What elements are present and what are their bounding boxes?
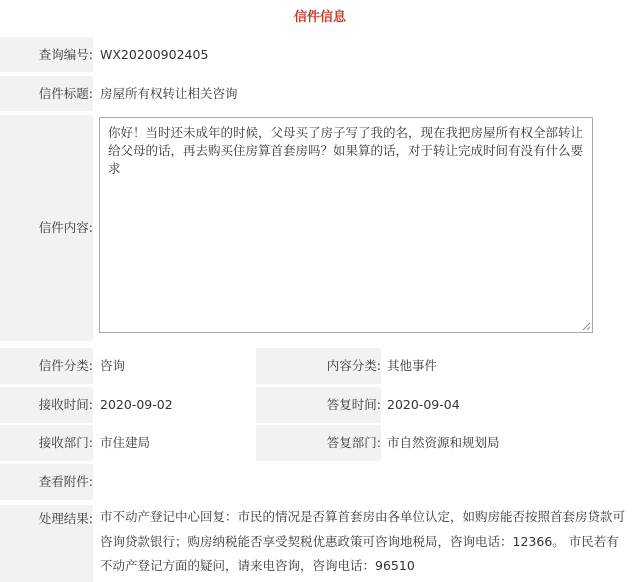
page-title: 信件信息 xyxy=(293,10,346,25)
query-no-row xyxy=(0,37,640,72)
content-textarea[interactable] xyxy=(99,117,593,333)
subject-value: 房屋所有权转让相关咨询 xyxy=(100,86,238,101)
content-category-label: 内容分类: xyxy=(256,348,381,384)
subject-row xyxy=(0,76,640,111)
category-label: 信件分类: xyxy=(0,348,93,384)
time-row xyxy=(0,387,640,423)
attachments-row xyxy=(0,464,640,500)
reply-dept-value: 市自然资源和规划局 xyxy=(387,435,500,450)
resize-grip-icon[interactable] xyxy=(582,322,591,331)
received-dept-label: 接收部门: xyxy=(0,425,93,461)
query-no-value: WX20200902405 xyxy=(100,47,209,62)
received-time-value: 2020-09-02 xyxy=(100,397,173,412)
subject-label: 信件标题: xyxy=(0,76,93,111)
reply-dept-label: 答复部门: xyxy=(256,425,381,461)
result-label: 处理结果: xyxy=(0,505,93,582)
attachments-label: 查看附件: xyxy=(0,464,93,500)
content-category-value: 其他事件 xyxy=(387,358,438,373)
result-text: 市不动产登记中心回复：市民的情况是否算首套房由各单位认定，如购房能否按照首套房贷款可咨询贷款银行；购房纳税能否享受契税优惠政策可咨询地税局，咨询电话：12366。 市民若有不动产登记方面的疑问，请来电咨询，咨询电话：96510 xyxy=(100,509,626,573)
category-row xyxy=(0,348,640,384)
received-dept-value: 市住建局 xyxy=(100,435,151,450)
reply-time-value: 2020-09-04 xyxy=(387,397,460,412)
category-value: 咨询 xyxy=(100,358,126,373)
dept-row xyxy=(0,425,640,461)
reply-time-label: 答复时间: xyxy=(256,387,381,423)
content-label: 信件内容: xyxy=(0,115,93,341)
received-time-label: 接收时间: xyxy=(0,387,93,423)
query-no-label: 查询编号: xyxy=(0,37,93,72)
